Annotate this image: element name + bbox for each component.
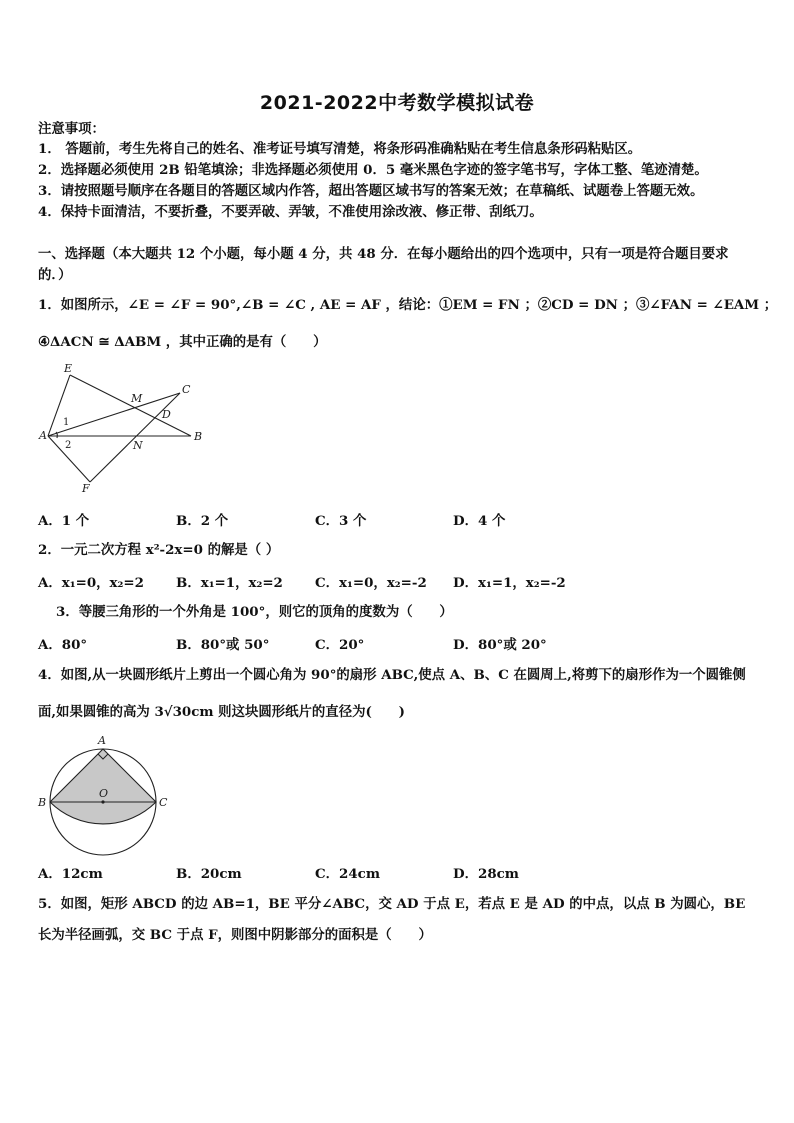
- question-1-stem-cont: ④ΔACN ≅ ΔABM ，其中正确的是有（ ）: [38, 334, 327, 350]
- q3-option-c: C．20°: [315, 637, 365, 653]
- page-title: 2021-2022中考数学模拟试卷: [259, 92, 535, 114]
- notice-item-4: 4．保持卡面清洁，不要折叠，不要弄破、弄皱，不准使用涂改液、修正带、刮纸刀。: [38, 204, 543, 220]
- label-C: C: [182, 383, 191, 396]
- question-4-stem: 4．如图,从一块圆形纸片上剪出一个圆心角为 90°的扇形 ABC,使点 A、B、C 在圆周上,将剪下的扇形作为一个圆锥侧: [38, 667, 746, 683]
- question-3-stem: 3．等腰三角形的一个外角是 100°，则它的顶角的度数为（ ）: [56, 604, 453, 620]
- q1-option-a: A．1 个: [38, 513, 90, 529]
- notice-item-1: 1． 答题前，考生先将自己的姓名、准考证号填写清楚，将条形码准确粘贴在考生信息条形码粘贴区。: [38, 141, 642, 157]
- q3-option-a: A．80°: [38, 637, 88, 653]
- label-F: F: [82, 482, 90, 495]
- label-M: M: [131, 392, 143, 405]
- label-A: A: [39, 429, 47, 442]
- label-O: O: [99, 787, 109, 800]
- notice-heading: 注意事项：: [38, 121, 105, 137]
- question-4-stem-cont: 面,如果圆锥的高为 3√30cm 则这块圆形纸片的直径为( ): [38, 704, 405, 720]
- q1-option-c: C．3 个: [315, 513, 367, 529]
- section-heading: 一、选择题（本大题共 12 个小题，每小题 4 分，共 48 分．在每小题给出的四个选项中，只有一项是符合题目要求: [38, 246, 729, 262]
- q4-option-c: C．24cm: [315, 866, 381, 882]
- label-C: C: [159, 796, 168, 809]
- q1-option-b: B．2 个: [176, 513, 229, 529]
- notice-item-2: 2．选择题必须使用 2B 铅笔填涂；非选择题必须使用 0．5 毫米黑色字迹的签字笔书写，字体工整、笔迹清楚。: [38, 162, 708, 178]
- q4-option-b: B．20cm: [176, 866, 242, 882]
- label-2: 2: [65, 440, 72, 451]
- label-1: 1: [63, 417, 70, 428]
- q2-option-a: A．x₁=0，x₂=2: [38, 575, 144, 591]
- question-1-figure: [36, 362, 216, 494]
- q4-option-a: A．12cm: [38, 866, 103, 882]
- notice-item-3: 3．请按照题号顺序在各题目的答题区域内作答，超出答题区域书写的答案无效；在草稿纸、试题卷上答题无效。: [38, 183, 704, 199]
- question-5-stem-cont: 长为半径画弧，交 BC 于点 F，则图中阴影部分的面积是（ ）: [38, 927, 432, 943]
- label-A: A: [98, 734, 106, 747]
- label-N: N: [133, 439, 143, 452]
- q3-option-d: D．80°或 20°: [453, 637, 547, 653]
- question-4-figure: [36, 733, 166, 853]
- label-E: E: [64, 362, 73, 375]
- q2-option-d: D．x₁=1，x₂=-2: [453, 575, 566, 591]
- question-1-stem: 1．如图所示，∠E = ∠F = 90°,∠B = ∠C , AE = AF ，结论：①EM = FN ；②CD = DN ；③∠FAN = ∠EAM ；: [38, 297, 778, 313]
- q4-option-d: D．28cm: [453, 866, 519, 882]
- q2-option-b: B．x₁=1，x₂=2: [176, 575, 283, 591]
- question-2-stem: 2．一元二次方程 x²-2x=0 的解是（ ）: [38, 542, 280, 558]
- label-B: B: [194, 430, 203, 443]
- label-D: D: [162, 408, 171, 421]
- q2-option-c: C．x₁=0，x₂=-2: [315, 575, 427, 591]
- question-5-stem: 5．如图，矩形 ABCD 的边 AB=1，BE 平分∠ABC，交 AD 于点 E，若点 E 是 AD 的中点，以点 B 为圆心，BE: [38, 896, 746, 912]
- section-heading-cont: 的．）: [38, 267, 72, 283]
- label-B: B: [38, 796, 47, 809]
- q1-option-d: D．4 个: [453, 513, 506, 529]
- q3-option-b: B．80°或 50°: [176, 637, 270, 653]
